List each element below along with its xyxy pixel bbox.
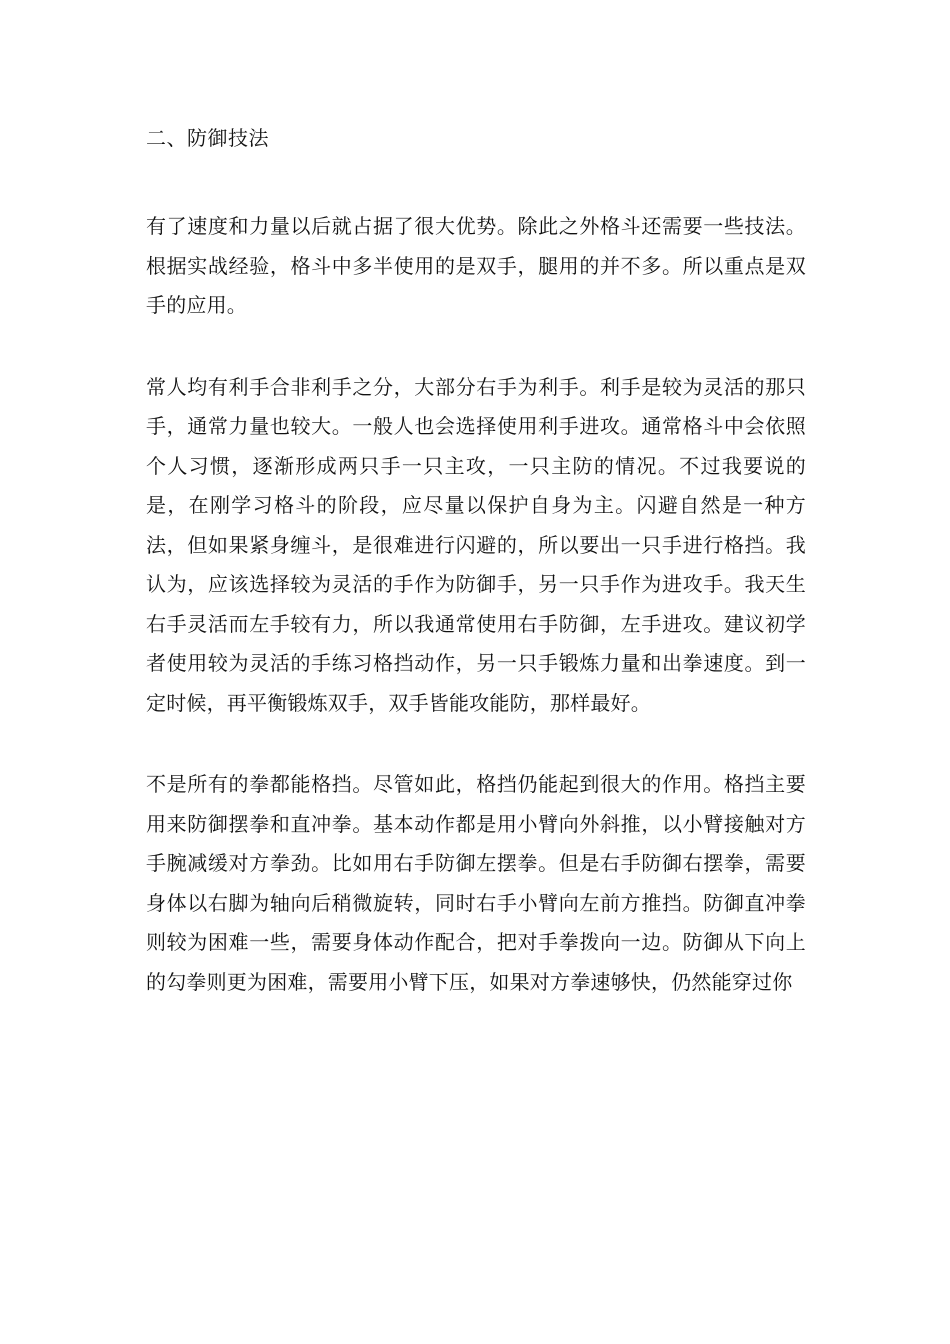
spacer: [146, 157, 806, 207]
paragraph-1: 有了速度和力量以后就占据了很大优势。除此之外格斗还需要一些技法。根据实战经验，格斗中多半使用的是双手，腿用的并不多。所以重点是双手的应用。: [146, 214, 806, 317]
document-body: [146, 119, 806, 1002]
spacer: [146, 326, 806, 368]
paragraph-2: 常人均有利手合非利手之分，大部分右手为利手。利手是较为灵活的那只手，通常力量也较大。一般人也会选择使用利手进攻。通常格斗中会依照个人习惯，逐渐形成两只手一只主攻，一只主防的情况。不过我要说的是，在刚学习格斗的阶段，应尽量以保护自身为主。闪避自然是一种方法，但如果紧身缠斗，是很难进行闪避的，所以要出一只手进行格挡。我认为，应该选择较为灵活的手作为防御手，另一只手作为进攻手。我天生右手灵活而左手较有力，所以我通常使用右手防御，左手进攻。建议初学者使用较为灵活的手练习格挡动作，另一只手锻炼力量和出拳速度。到一定时候，再平衡锻炼双手，双手皆能攻能防，那样最好。: [146, 374, 806, 715]
paragraph-3: 不是所有的拳都能格挡。尽管如此，格挡仍能起到很大的作用。格挡主要用来防御摆拳和直冲拳。基本动作都是用小臂向外斜推，以小臂接触对方手腕减缓对方拳劲。比如用右手防御左摆拳。但是右手防御右摆拳，需要身体以右脚为轴向后稍微旋转，同时右手小臂向左前方推挡。防御直冲拳则较为困难一些，需要身体动作配合，把对手拳拨向一边。防御从下向上的勾拳则更为困难，需要用小臂下压，如果对方拳速够快，仍然能穿过你: [146, 772, 806, 994]
spacer: [146, 723, 806, 765]
section-heading: 二、防御技法: [146, 126, 269, 150]
